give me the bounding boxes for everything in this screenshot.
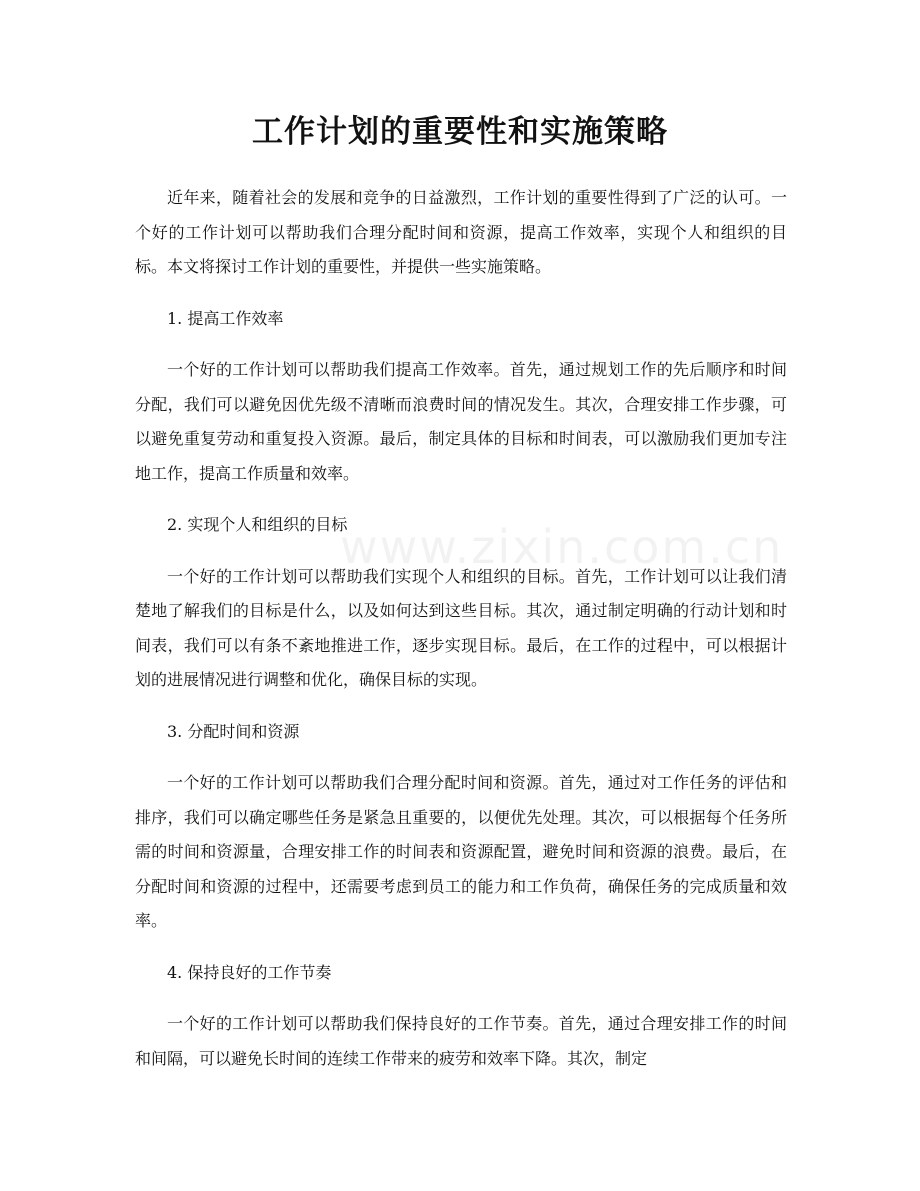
intro-paragraph: 近年来，随着社会的发展和竞争的日益激烈，工作计划的重要性得到了广泛的认可。一个好的工作计划可以帮助我们合理分配时间和资源，提高工作效率，实现个人和组织的目标。本文将探讨工作计划的重要性，并提供一些实施策略。 <box>135 188 787 276</box>
spacer <box>135 336 787 353</box>
section-body-4: 一个好的工作计划可以帮助我们保持良好的工作节奏。首先，通过合理安排工作的时间和间隔，可以避免长时间的连续工作带来的疲劳和效率下降。其次，制定 <box>135 1014 787 1068</box>
spacer <box>135 749 787 766</box>
document-title: 工作计划的重要性和实施策略 <box>252 114 668 150</box>
section-heading-2: 2. 实现个人和组织的目标 <box>167 515 348 534</box>
spacer <box>135 491 787 508</box>
spacer <box>135 990 787 1007</box>
section-body-2: 一个好的工作计划可以帮助我们实现个人和组织的目标。首先，工作计划可以让我们清楚地了解我们的目标是什么，以及如何达到这些目标。其次，通过制定明确的行动计划和时间表，我们可以有条不紊地推进工作，逐步实现目标。最后，在工作的过程中，可以根据计划的进展情况进行调整和优化，确保目标的实现。 <box>135 566 787 689</box>
section-heading-3: 3. 分配时间和资源 <box>167 721 300 741</box>
spacer <box>135 543 787 560</box>
spacer <box>135 939 787 956</box>
watermark: www.zixin.com.cn <box>340 520 784 574</box>
spacer <box>135 698 787 715</box>
document-body <box>135 181 787 1076</box>
section-body-1: 一个好的工作计划可以帮助我们提高工作效率。首先，通过规划工作的先后顺序和时间分配，我们可以避免因优先级不清晰而浪费时间的情况发生。其次，合理安排工作步骤，可以避免重复劳动和重复投入资源。最后，制定具体的目标和时间表，可以激励我们更加专注地工作，提高工作质量和效率。 <box>135 360 787 483</box>
section-heading-1: 1. 提高工作效率 <box>167 308 284 328</box>
spacer <box>135 285 787 302</box>
section-body-3: 一个好的工作计划可以帮助我们合理分配时间和资源。首先，通过对工作任务的评估和排序，我们可以确定哪些任务是紧急且重要的，以便优先处理。其次，可以根据每个任务所需的时间和资源量，合理安排工作的时间表和资源配置，避免时间和资源的浪费。最后，在分配时间和资源的过程中，还需要考虑到员工的能力和工作负荷，确保任务的完成质量和效率。 <box>135 773 787 930</box>
section-heading-4: 4. 保持良好的工作节奏 <box>167 962 332 982</box>
